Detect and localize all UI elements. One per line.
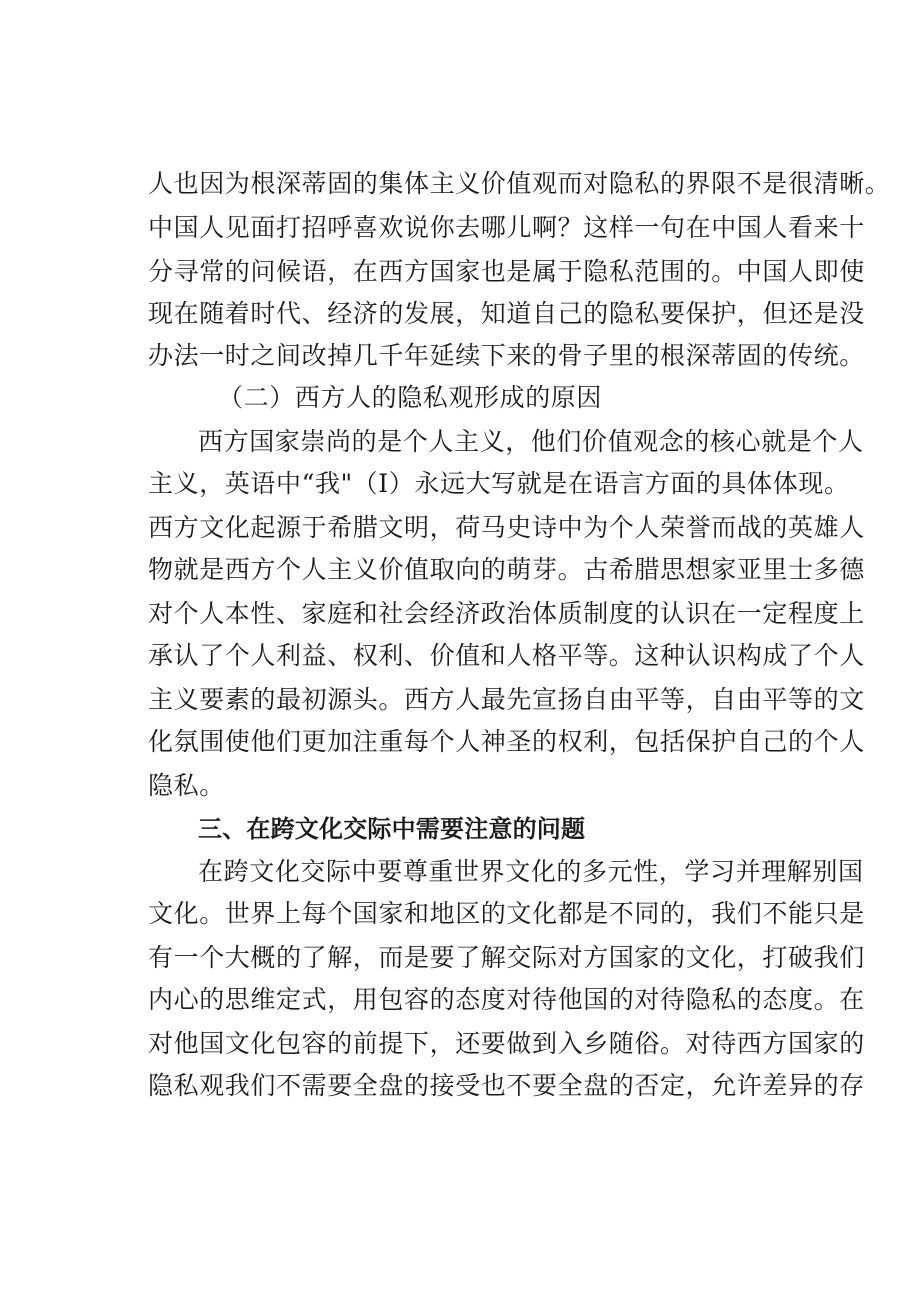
paragraph-line: 人也因为根深蒂固的集体主义价值观而对隐私的界限不是很清晰。 bbox=[148, 169, 891, 198]
paragraph-line: 主义要素的最初源头。西方人最先宣扬自由平等，自由平等的文 bbox=[148, 685, 865, 714]
paragraph-line: 对他国文化包容的前提下，还要做到入乡随俗。对待西方国家的 bbox=[148, 1029, 865, 1058]
paragraph-line: 有一个大概的了解，而是要了解交际对方国家的文化，打破我们 bbox=[148, 943, 865, 972]
paragraph-line: 隐私观我们不需要全盘的接受也不要全盘的否定，允许差异的存 bbox=[148, 1071, 865, 1100]
paragraph-line: 在跨文化交际中要尊重世界文化的多元性，学习并理解别国 bbox=[198, 857, 864, 886]
paragraph-line: 对个人本性、家庭和社会经济政治体质制度的认识在一定程度上 bbox=[148, 599, 865, 628]
paragraph-line: 主义，英语中“我"（I）永远大写就是在语言方面的具体体现。 bbox=[148, 469, 850, 498]
paragraph-line: 西方国家崇尚的是个人主义，他们价值观念的核心就是个人 bbox=[198, 427, 864, 456]
paragraph-line: 内心的思维定式，用包容的态度对待他国的对待隐私的态度。在 bbox=[148, 985, 865, 1014]
paragraph-line: 分寻常的问候语，在西方国家也是属于隐私范围的。中国人即使 bbox=[148, 257, 865, 286]
paragraph-line: 文化。世界上每个国家和地区的文化都是不同的，我们不能只是 bbox=[148, 899, 865, 928]
paragraph-line: 中国人见面打招呼喜欢说你去哪儿啊？这样一句在中国人看来十 bbox=[148, 213, 865, 242]
paragraph-line: 现在随着时代、经济的发展，知道自己的隐私要保护，但还是没 bbox=[148, 299, 865, 328]
paragraph-line: 西方文化起源于希腊文明，荷马史诗中为个人荣誉而战的英雄人 bbox=[148, 513, 865, 542]
paragraph-line: 承认了个人利益、权利、价值和人格平等。这种认识构成了个人 bbox=[148, 641, 865, 670]
paragraph-line: 化氛围使他们更加注重每个人神圣的权利，包括保护自己的个人 bbox=[148, 727, 865, 756]
paragraph-line: 办法一时之间改掉几千年延续下来的骨子里的根深蒂固的传统。 bbox=[148, 341, 865, 370]
section-subheading: （二）西方人的隐私观形成的原因 bbox=[218, 383, 603, 412]
paragraph-line: 隐私。 bbox=[148, 771, 225, 800]
section-heading: 三、在跨文化交际中需要注意的问题 bbox=[198, 815, 586, 843]
paragraph-line: 物就是西方个人主义价值取向的萌芽。古希腊思想家亚里士多德 bbox=[148, 555, 865, 584]
